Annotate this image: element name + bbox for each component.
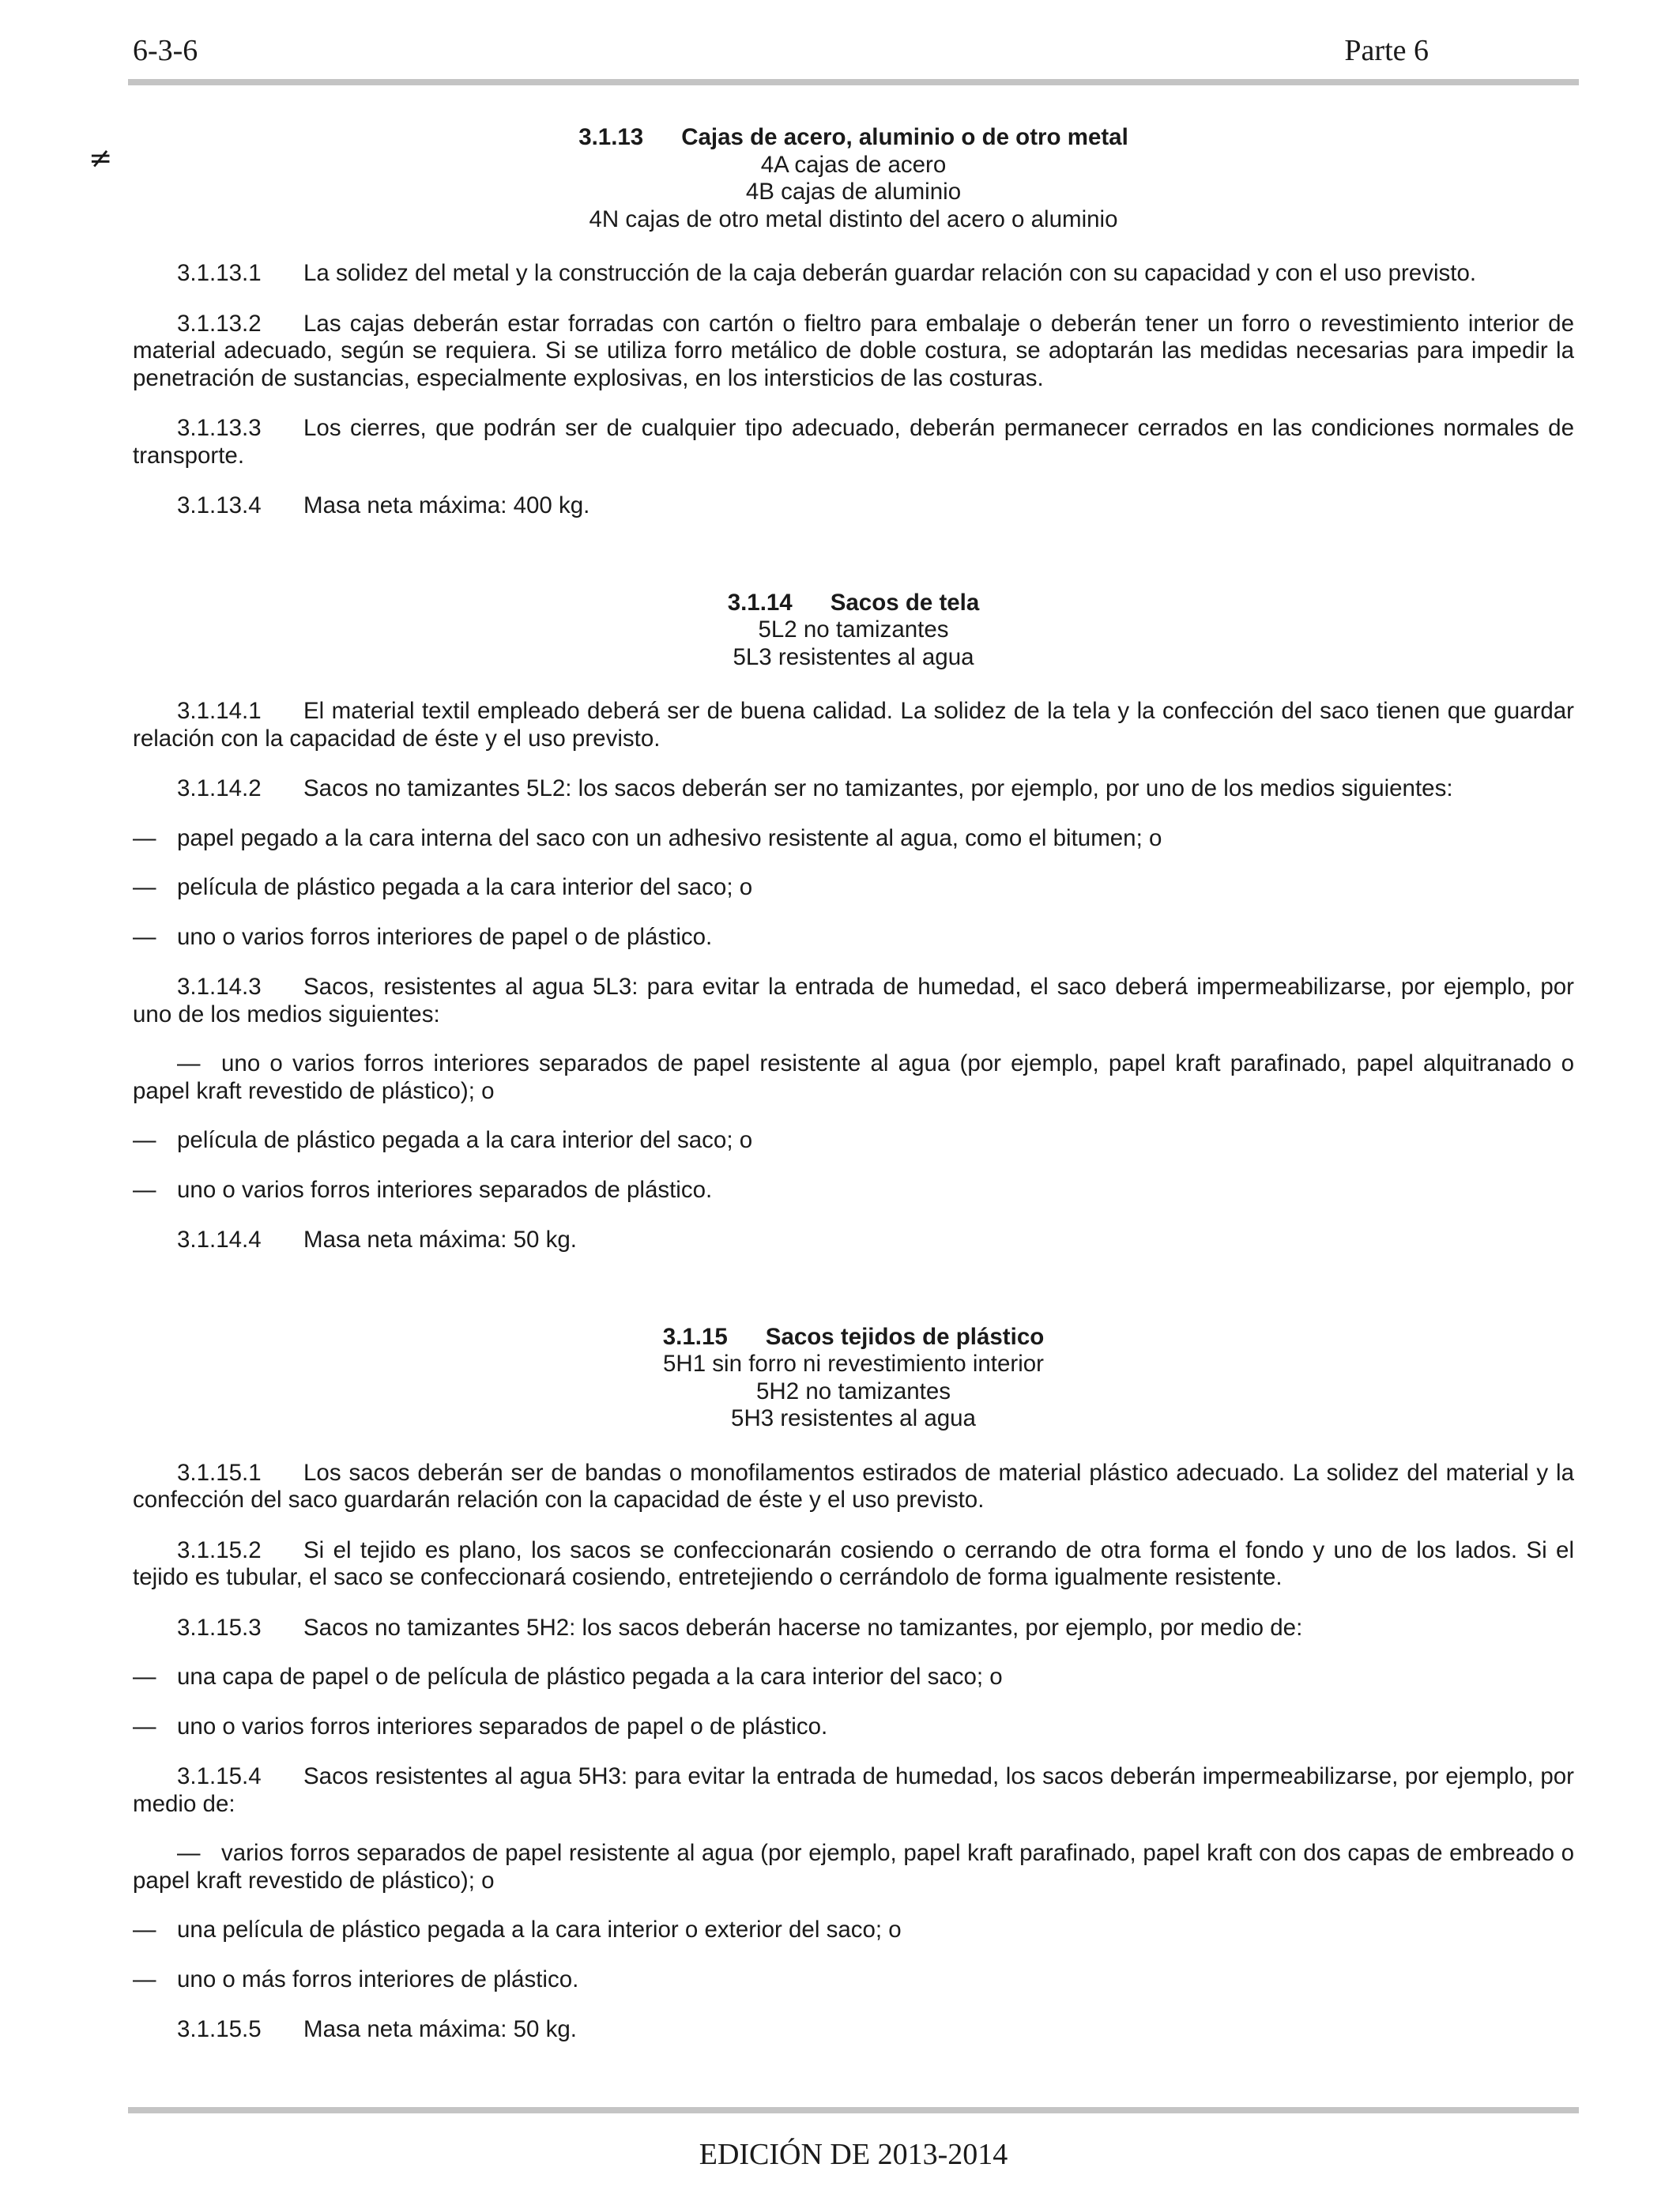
paragraph-text: Sacos no tamizantes 5H2: los sacos deberán hacerse no tamizantes, por ejemplo, por medio de: <box>303 1614 1303 1641</box>
paragraph-3-1-13-2 <box>133 311 1574 393</box>
section-heading-3-1-13 <box>133 124 1574 233</box>
paragraph-number: 3.1.13.2 <box>177 310 262 337</box>
section-subtitle: 5L2 no tamizantes <box>758 616 949 643</box>
paragraph-text: Sacos, resistentes al agua 5L3: para evitar la entrada de humedad, el saco deberá impermeabilizarse, por ejemplo, por uno de los medios siguientes: <box>133 974 1574 1027</box>
section-title <box>133 590 1574 617</box>
list-item-text: uno o varios forros interiores de papel o de plástico. <box>177 923 713 950</box>
section-heading-3-1-14 <box>133 590 1574 672</box>
dash-bullet: — <box>133 1664 156 1690</box>
change-mark: ≠ <box>89 142 113 175</box>
section-heading-3-1-15 <box>133 1324 1574 1433</box>
paragraph-3-1-15-5 <box>133 2016 1574 2044</box>
footer-rule <box>128 2107 1579 2113</box>
list-item-text: uno o varios forros interiores separados de papel resistente al agua (por ejemplo, papel kraft parafinado, papel alquitranado o papel kraft revestido de plástico); o <box>133 1050 1574 1104</box>
list-item <box>133 874 1574 902</box>
list-item-text: una capa de papel o de película de plástico pegada a la cara interior del saco; o <box>177 1664 1003 1690</box>
section-number: 3.1.14 <box>727 589 793 616</box>
section-subtitle: 5H3 resistentes al agua <box>731 1405 976 1431</box>
paragraph-text: Las cajas deberán estar forradas con cartón o fieltro para embalaje o deberán tener un forro o revestimiento interior de material adecuado, según se requiera. Si se utiliza forro metálico de doble costura, se adoptarán las medidas necesarias para impedir la penetración de sustancias, especialmente explosivas, en los intersticios de las costuras. <box>133 310 1574 391</box>
paragraph-number: 3.1.15.1 <box>177 1459 262 1486</box>
paragraph-text: Masa neta máxima: 50 kg. <box>303 2016 577 2042</box>
section-subtitle: 5H2 no tamizantes <box>756 1378 951 1404</box>
list-item <box>133 1127 1574 1155</box>
paragraph-number: 3.1.14.3 <box>177 974 262 1000</box>
paragraph-3-1-14-4 <box>133 1227 1574 1254</box>
paragraph-3-1-15-3 <box>133 1615 1574 1642</box>
paragraph-number: 3.1.13.4 <box>177 492 262 518</box>
list-item-text: uno o varios forros interiores separados de papel o de plástico. <box>177 1713 828 1740</box>
paragraph-number: 3.1.14.4 <box>177 1227 262 1253</box>
section-title-text: Sacos tejidos de plástico <box>765 1323 1045 1350</box>
dash-bullet: — <box>133 1966 156 1992</box>
header-rule <box>128 79 1579 85</box>
paragraph-number: 3.1.14.1 <box>177 698 262 724</box>
dash-bullet: — <box>133 1713 156 1740</box>
paragraph-3-1-15-2 <box>133 1537 1574 1592</box>
list-item <box>133 1713 1574 1741</box>
section-number: 3.1.15 <box>662 1323 728 1350</box>
page-number: 6-3-6 <box>133 34 198 67</box>
paragraph-text: Si el tejido es plano, los sacos se confeccionarán cosiendo o cerrando de otra forma el fondo y uno de los lados. Si el tejido es tubular, el saco se confeccionará cosiendo, entretejiendo o cerrándolo de forma igualmente resistente. <box>133 1536 1574 1590</box>
part-label: Parte 6 <box>1344 34 1429 67</box>
dash-bullet: — <box>133 824 156 851</box>
paragraph-number: 3.1.15.4 <box>177 1763 262 1789</box>
section-title-text: Cajas de acero, aluminio o de otro metal <box>681 124 1128 150</box>
list-item <box>133 1050 1574 1105</box>
paragraph-number: 3.1.14.2 <box>177 775 262 801</box>
list-item <box>133 1664 1574 1691</box>
paragraph-text: Masa neta máxima: 400 kg. <box>303 492 590 518</box>
section-subtitle: 4N cajas de otro metal distinto del acero o aluminio <box>589 205 1118 232</box>
list-item <box>133 1177 1574 1204</box>
dash-bullet: — <box>177 1050 201 1076</box>
paragraph-text: Sacos no tamizantes 5L2: los sacos deberán ser no tamizantes, por ejemplo, por uno de los medios siguientes: <box>303 775 1453 801</box>
paragraph-3-1-13-1 <box>133 260 1574 288</box>
paragraph-text: Sacos resistentes al agua 5H3: para evitar la entrada de humedad, los sacos deberán impermeabilizarse, por ejemplo, por medio de: <box>133 1763 1574 1817</box>
paragraph-text: La solidez del metal y la construcción de la caja deberán guardar relación con su capacidad y con el uso previsto. <box>303 260 1477 286</box>
paragraph-3-1-14-2 <box>133 775 1574 803</box>
paragraph-3-1-13-4 <box>133 492 1574 520</box>
paragraph-number: 3.1.15.5 <box>177 2016 262 2042</box>
list-item-text: película de plástico pegada a la cara interior del saco; o <box>177 1127 753 1153</box>
paragraph-number: 3.1.13.3 <box>177 415 262 441</box>
paragraph-text: Los sacos deberán ser de bandas o monofilamentos estirados de material plástico adecuado. La solidez del material y la confección del saco guardarán relación con la capacidad de éste y el uso previsto. <box>133 1459 1574 1513</box>
dash-bullet: — <box>177 1840 201 1866</box>
dash-bullet: — <box>133 923 156 950</box>
dash-bullet: — <box>133 1127 156 1153</box>
paragraph-text: El material textil empleado deberá ser de buena calidad. La solidez de la tela y la confección del saco tienen que guardar relación con la capacidad de éste y el uso previsto. <box>133 698 1574 752</box>
section-subtitle: 5L3 resistentes al agua <box>733 643 974 670</box>
list-item-text: una película de plástico pegada a la cara interior o exterior del saco; o <box>177 1917 902 1943</box>
paragraph-3-1-15-1 <box>133 1460 1574 1514</box>
list-item-text: uno o más forros interiores de plástico. <box>177 1966 579 1992</box>
dash-bullet: — <box>133 1917 156 1943</box>
edition-footer: EDICIÓN DE 2013-2014 <box>699 2138 1008 2171</box>
paragraph-3-1-14-3 <box>133 974 1574 1028</box>
section-subtitle: 4B cajas de aluminio <box>745 179 962 205</box>
list-item-text: papel pegado a la cara interna del saco con un adhesivo resistente al agua, como el bitumen; o <box>177 824 1162 851</box>
section-number: 3.1.13 <box>578 124 644 150</box>
list-item-text: uno o varios forros interiores separados de plástico. <box>177 1176 713 1203</box>
list-item-text: película de plástico pegada a la cara interior del saco; o <box>177 874 753 900</box>
section-subtitle: 5H1 sin forro ni revestimiento interior <box>662 1351 1045 1377</box>
section-title <box>133 1324 1574 1351</box>
list-item <box>133 1840 1574 1894</box>
paragraph-3-1-15-4 <box>133 1763 1574 1818</box>
section-title-text: Sacos de tela <box>830 589 980 616</box>
paragraph-number: 3.1.15.3 <box>177 1614 262 1641</box>
list-item <box>133 924 1574 952</box>
paragraph-3-1-13-3 <box>133 415 1574 469</box>
list-item <box>133 825 1574 853</box>
paragraph-number: 3.1.15.2 <box>177 1536 262 1563</box>
paragraph-number: 3.1.13.1 <box>177 260 262 286</box>
list-item-text: varios forros separados de papel resistente al agua (por ejemplo, papel kraft parafinado, papel kraft con dos capas de embreado o papel kraft revestido de plástico); o <box>133 1840 1574 1894</box>
section-subtitle: 4A cajas de acero <box>760 151 947 178</box>
list-item <box>133 1917 1574 1944</box>
paragraph-text: Los cierres, que podrán ser de cualquier tipo adecuado, deberán permanecer cerrados en las condiciones normales de transporte. <box>133 415 1574 469</box>
main-content <box>133 124 1574 2044</box>
dash-bullet: — <box>133 874 156 900</box>
paragraph-3-1-14-1 <box>133 698 1574 752</box>
dash-bullet: — <box>133 1176 156 1203</box>
section-title <box>133 124 1574 152</box>
paragraph-text: Masa neta máxima: 50 kg. <box>303 1227 577 1253</box>
list-item <box>133 1966 1574 1994</box>
